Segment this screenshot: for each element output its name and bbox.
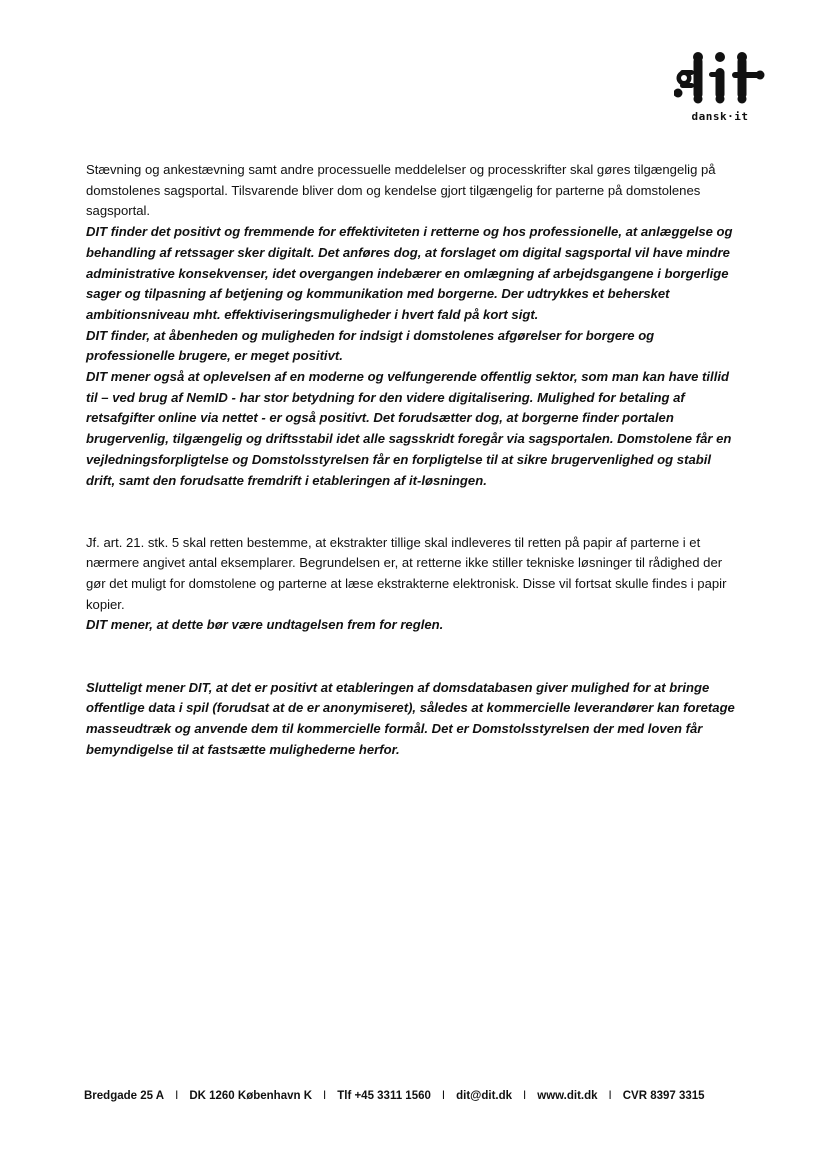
dit-comment: DIT mener, at dette bør være undtagelsen frem for reglen. — [86, 617, 444, 633]
dit-comment: DIT mener også at oplevelsen af en moderne og velfungerende offentlig sektor, som man kan have tillid til – ved brug af NemID - har stor betydning for den videre digitalisering. Mulighed for betaling af retsafgifter online via nettet - er også positivt. Det forudsætter dog, at borgerne finder portalen brugervenlig, tilgængelig og driftsstabil idet alle sagsskridt foregår via sagsportalen. Domstolene får en vejledningsforpligtelse og Domstolsstyrelsen får en forpligtelse til at sikre brugervenlighed og stabil drift, samt den forudsatte fremdrift i etableringen af it-løsningen. — [86, 369, 732, 488]
footer-separator: I — [175, 1090, 179, 1102]
footer-address: Bredgade 25 A — [84, 1090, 165, 1102]
footer-cvr: CVR 8397 3315 — [622, 1090, 705, 1102]
dansk-it-logo — [668, 48, 772, 130]
footer-phone: Tlf +45 3311 1560 — [337, 1090, 431, 1102]
footer-separator: I — [441, 1090, 446, 1102]
dit-comment: DIT finder det positivt og fremmende for effektiviteten i retterne og hos professionelle, at anlæggelse og behandling af retssager sker digitalt. Det anføres dog, at forslaget om digital sagsportal vil have mindre administrative konsekvenser, idet overgangen indebærer en omlægning af arbejdsgangene i borgerlige sager og tilpasning af betjening og kommunikation med borgerne. Der udtrykkes et behersket ambitionsniveau mht. effektiviseringsmuligheder i hvert fald på kort sigt. — [86, 224, 733, 322]
letter-footer — [84, 1090, 744, 1102]
footer-website: www.dit.dk — [537, 1090, 598, 1102]
spacer — [86, 491, 736, 512]
footer-separator: I — [523, 1090, 527, 1102]
section-extracts — [86, 533, 736, 637]
dit-comment: Slutteligt mener DIT, at det er positivt at etableringen af domsdatabasen giver mulighed for at bringe offentlige data i spil (forudsat at de er anonymiseret), således at kommercielle leverandører kan foretage masseudtræk og anvende dem til kommercielle formål. Det er Domstolsstyrelsen der med loven får bemyndigelse til at fastsætte mulighederne herfor. — [86, 679, 735, 757]
dit-logo-mark-icon — [674, 48, 766, 108]
footer-separator: I — [323, 1090, 327, 1102]
logo-text: dansk·it — [691, 110, 749, 123]
section-judgment-database — [86, 678, 736, 761]
dit-comment: DIT finder, at åbenheden og muligheden for indsigt i domstolenes afgørelser for borgere og professionelle brugere, er meget positivt. — [86, 327, 655, 364]
paragraph: Jf. art. 21. stk. 5 skal retten bestemme, at ekstrakter tillige skal indleveres til retten på papir af parterne i et nærmere angivet antal eksemplarer. Begrundelsen er, at retterne ikke stiller tekniske løsninger til rådighed der gør det muligt for domstolene og parterne at læse ekstrakterne elektronisk. Disse vil fortsat skulle findes i papir kopier. — [86, 534, 727, 612]
footer-email: dit@dit.dk — [456, 1090, 513, 1102]
spacer — [86, 636, 736, 657]
section-digital-portal — [86, 160, 736, 491]
footer-postcode: DK 1260 København K — [189, 1090, 313, 1102]
spacer — [86, 512, 736, 533]
spacer — [86, 657, 736, 678]
paragraph: Stævning og ankestævning samt andre processuelle meddelelser og processkrifter skal gøres tilgængelig på domstolenes sagsportal. Tilsvarende bliver dom og kendelse gjort tilgængelig for parterne på domstolenes sagsportal. — [86, 162, 716, 219]
letter-body — [86, 160, 736, 760]
footer-separator: I — [608, 1090, 612, 1102]
